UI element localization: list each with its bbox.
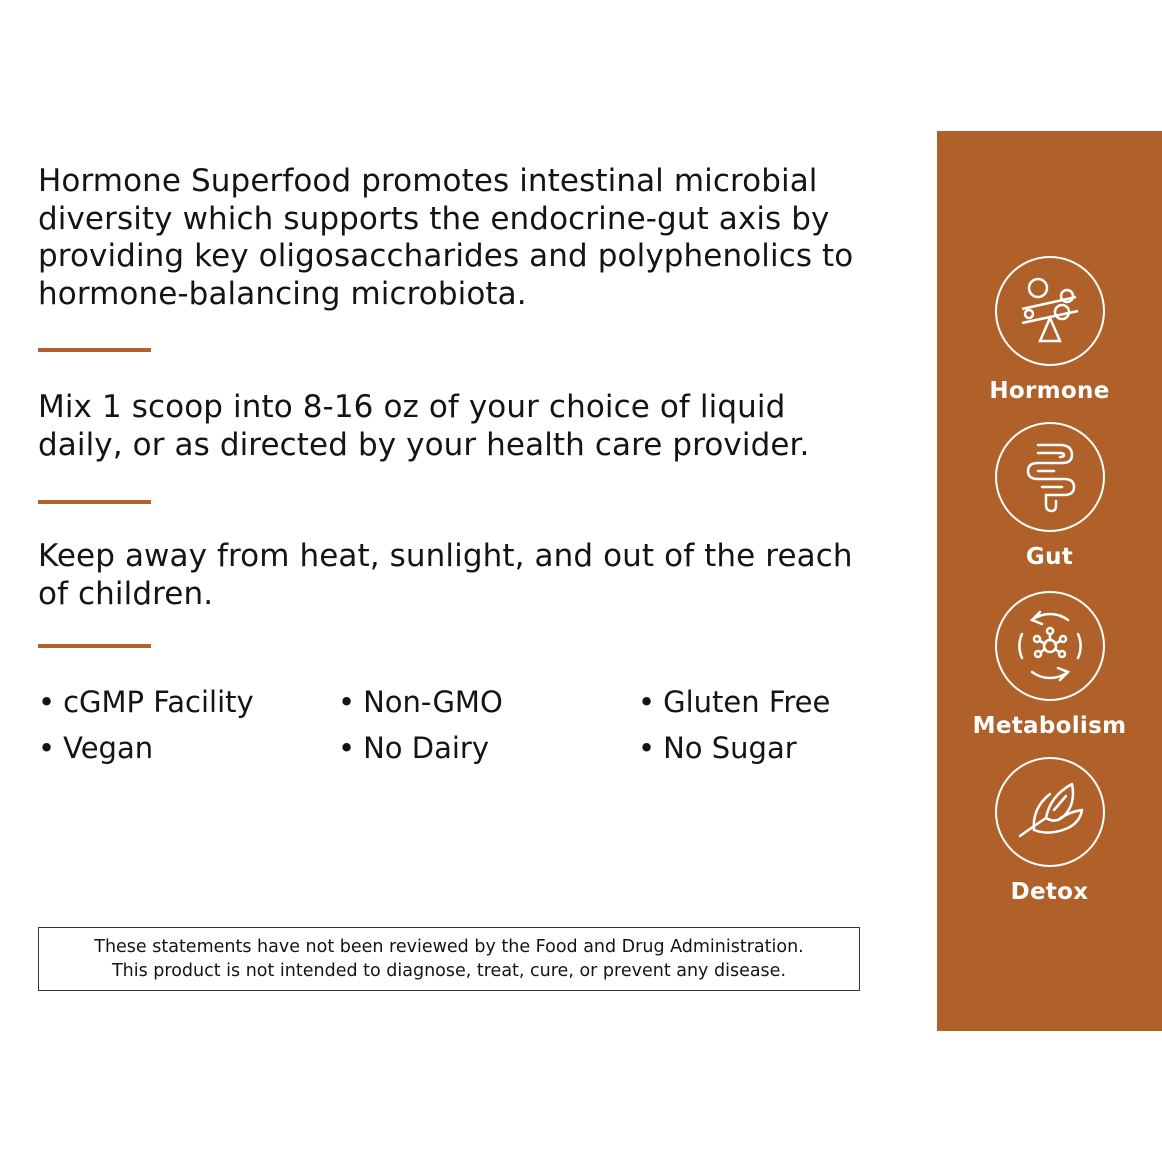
feature-label: Vegan [63,731,154,765]
divider [38,348,151,352]
directions-paragraph: Mix 1 scoop into 8-16 oz of your choice of liquid daily, or as directed by your health care provider. [38,389,810,463]
disclaimer-line: These statements have not been reviewed by the Food and Drug Administration. [94,937,804,957]
disclaimer-line: This product is not intended to diagnose, treat, cure, or prevent any disease. [111,961,787,981]
leaf-icon [995,757,1105,867]
feature-item: • Vegan [38,731,154,765]
benefit-label: Hormone [989,378,1110,404]
benefits-sidebar [937,131,1162,1031]
intestine-icon [995,422,1105,532]
divider [38,644,151,648]
feature-item: • cGMP Facility [38,685,254,719]
feature-label: cGMP Facility [63,685,254,719]
feature-item: • Non-GMO [338,685,503,719]
feature-label: Gluten Free [663,685,831,719]
benefit-metabolism [937,591,1162,739]
benefit-label: Gut [1025,544,1074,570]
benefit-label: Detox [1010,879,1089,905]
divider [38,500,151,504]
storage-paragraph: Keep away from heat, sunlight, and out of the reach of children. [38,538,853,612]
feature-label: No Sugar [663,731,797,765]
intro-paragraph: Hormone Superfood promotes intestinal microbial diversity which supports the endocrine-gut axis by providing key oligosaccharides and polyphenolics to hormone-balancing microbiota. [38,163,854,312]
benefit-detox [937,757,1162,905]
fda-disclaimer [38,927,860,991]
balance-scale-icon [995,256,1105,366]
feature-item: • No Dairy [338,731,490,765]
benefit-gut [937,422,1162,570]
feature-label: No Dairy [363,731,490,765]
metabolism-cycle-icon [995,591,1105,701]
feature-item: • No Sugar [638,731,797,765]
feature-list [38,684,878,767]
benefit-hormone [937,256,1162,404]
feature-item: • Gluten Free [638,685,831,719]
benefit-label: Metabolism [972,713,1127,739]
feature-label: Non-GMO [363,685,503,719]
